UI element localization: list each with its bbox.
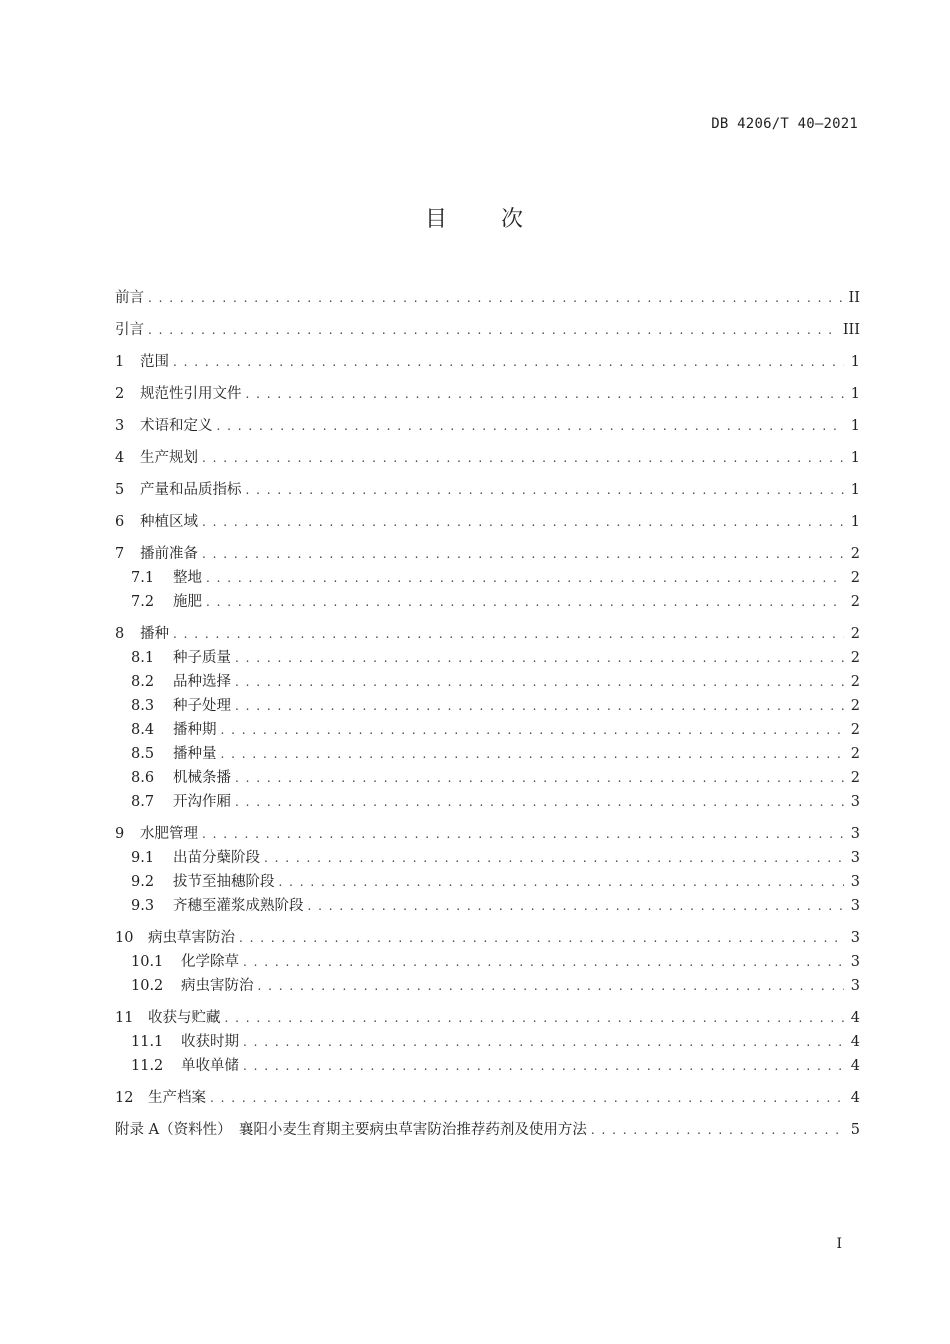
toc-entry-number: 6: [115, 514, 125, 530]
toc-entry[interactable]: [115, 382, 860, 406]
toc-entry[interactable]: [115, 286, 860, 310]
toc-entry-number: 10: [115, 930, 134, 946]
toc-entry-page: 4: [850, 1010, 860, 1026]
toc-entry[interactable]: [115, 766, 860, 790]
toc-entry-number: 8.2: [131, 674, 155, 690]
toc-entry-label: 病虫草害防治: [148, 930, 235, 946]
page-title: [0, 202, 950, 233]
toc-entry-number: 9.1: [131, 850, 155, 866]
toc-entry-page: 1: [850, 514, 860, 530]
toc-entry-page: 3: [850, 850, 860, 866]
document-code: DB 4206/T 40—2021: [711, 116, 858, 132]
toc-entry-number: 12: [115, 1090, 134, 1106]
toc-dot-leader: [239, 931, 844, 945]
toc-entry-label: 施肥: [173, 594, 202, 610]
toc-entry-label: 种子质量: [173, 650, 231, 666]
toc-entry-page: 5: [850, 1122, 860, 1138]
toc-entry-number: 8.6: [131, 770, 155, 786]
toc-dot-leader: [591, 1123, 844, 1137]
toc-dot-leader: [235, 651, 844, 665]
toc-entry-page: III: [842, 322, 860, 338]
toc-entry[interactable]: [115, 566, 860, 590]
toc-entry[interactable]: [115, 926, 860, 950]
toc-entry-number: 9: [115, 826, 125, 842]
toc-entry[interactable]: [115, 894, 860, 918]
toc-entry[interactable]: [115, 590, 860, 614]
toc-entry-page: 2: [850, 770, 860, 786]
toc-entry-page: 3: [850, 898, 860, 914]
toc-entry[interactable]: [115, 694, 860, 718]
toc-entry-number: 1: [115, 354, 125, 370]
toc-entry[interactable]: [115, 622, 860, 646]
toc-entry-label: 病虫害防治: [181, 978, 254, 994]
toc-dot-leader: [221, 747, 845, 761]
toc-entry-page: 1: [850, 418, 860, 434]
toc-dot-leader: [243, 1035, 844, 1049]
toc-entry-page: 2: [850, 746, 860, 762]
toc-entry-page: 3: [850, 826, 860, 842]
toc-entry[interactable]: [115, 350, 860, 374]
toc-dot-leader: [206, 595, 844, 609]
toc-entry-number: 9.2: [131, 874, 155, 890]
toc-entry-number: 2: [115, 386, 125, 402]
toc-entry-page: 3: [850, 794, 860, 810]
toc-entry-label: 化学除草: [181, 954, 239, 970]
toc-entry-label: 播种量: [173, 746, 217, 762]
toc-dot-leader: [246, 483, 845, 497]
toc-entry-page: 3: [850, 874, 860, 890]
toc-entry-label: 规范性引用文件: [140, 386, 242, 402]
toc-entry-number: 7.1: [131, 570, 155, 586]
toc-entry-page: 1: [850, 482, 860, 498]
toc-entry-number: 8.3: [131, 698, 155, 714]
toc-entry[interactable]: [115, 670, 860, 694]
toc-dot-leader: [279, 875, 845, 889]
toc-entry-page: 4: [850, 1034, 860, 1050]
toc-dot-leader: [148, 291, 843, 305]
toc-entry-page: 2: [850, 546, 860, 562]
toc-dot-leader: [225, 1011, 845, 1025]
toc-entry-label: 齐穗至灌浆成熟阶段: [173, 898, 304, 914]
footer-page-number: I: [836, 1236, 842, 1252]
toc-entry-page: II: [848, 290, 860, 306]
toc-dot-leader: [264, 851, 844, 865]
toc-entry-label: 生产档案: [148, 1090, 206, 1106]
toc-entry-label: 收获时期: [181, 1034, 239, 1050]
toc-dot-leader: [243, 1059, 844, 1073]
toc-dot-leader: [243, 955, 844, 969]
toc-entry-page: 2: [850, 594, 860, 610]
toc-entry-number: 3: [115, 418, 125, 434]
toc-entry[interactable]: [115, 646, 860, 670]
toc-dot-leader: [235, 795, 844, 809]
toc-dot-leader: [235, 675, 844, 689]
toc-entry-label: 前言: [115, 290, 144, 306]
toc-entry-number: 11.1: [131, 1034, 164, 1050]
toc-entry-page: 2: [850, 570, 860, 586]
toc-dot-leader: [202, 515, 844, 529]
toc-entry-number: 8.5: [131, 746, 155, 762]
toc-entry-label: 种子处理: [173, 698, 231, 714]
toc-entry-label: 种植区域: [140, 514, 198, 530]
toc-entry-page: 1: [850, 386, 860, 402]
toc-entry-label: 水肥管理: [140, 826, 198, 842]
toc-entry-label: 播前准备: [140, 546, 198, 562]
toc-entry[interactable]: [115, 1054, 860, 1078]
toc-dot-leader: [221, 723, 845, 737]
toc-dot-leader: [148, 323, 837, 337]
toc-entry-label: 品种选择: [173, 674, 231, 690]
toc-entry-page: 4: [850, 1090, 860, 1106]
toc-dot-leader: [202, 827, 844, 841]
toc-entry-number: 7.2: [131, 594, 155, 610]
toc-entry-number: 4: [115, 450, 125, 466]
toc-entry-page: 3: [850, 978, 860, 994]
toc-dot-leader: [235, 771, 844, 785]
toc-dot-leader: [173, 355, 844, 369]
toc-entry-label: 范围: [140, 354, 169, 370]
toc-dot-leader: [210, 1091, 844, 1105]
toc-entry-number: 11.2: [131, 1058, 164, 1074]
toc-entry-label: 开沟作厢: [173, 794, 231, 810]
toc-entry-page: 1: [850, 450, 860, 466]
toc-entry[interactable]: [115, 718, 860, 742]
toc-entry[interactable]: [115, 846, 860, 870]
toc-entry[interactable]: [115, 974, 860, 998]
toc-entry[interactable]: [115, 478, 860, 502]
toc-entry[interactable]: [115, 1030, 860, 1054]
toc-entry[interactable]: [115, 414, 860, 438]
toc-entry[interactable]: [115, 446, 860, 470]
toc-entry-page: 3: [850, 930, 860, 946]
toc-entry-label: 拔节至抽穗阶段: [173, 874, 275, 890]
toc-entry-label: 整地: [173, 570, 202, 586]
toc-entry-label: 播种期: [173, 722, 217, 738]
toc-entry[interactable]: [115, 790, 860, 814]
toc-entry-number: 8.7: [131, 794, 155, 810]
toc-entry-label: 播种: [140, 626, 169, 642]
toc-dot-leader: [202, 451, 844, 465]
toc-entry-label: 收获与贮藏: [148, 1010, 221, 1026]
toc-entry-page: 2: [850, 650, 860, 666]
toc-dot-leader: [258, 979, 845, 993]
toc-entry-label: 机械条播: [173, 770, 231, 786]
toc-entry-page: 2: [850, 722, 860, 738]
toc-entry-number: 8.4: [131, 722, 155, 738]
toc-dot-leader: [308, 899, 845, 913]
toc-entry-page: 2: [850, 698, 860, 714]
table-of-contents: [115, 286, 860, 1142]
toc-entry-label: 出苗分蘖阶段: [173, 850, 260, 866]
toc-entry-label: 附录 A（资料性） 襄阳小麦生育期主要病虫草害防治推荐药剂及使用方法: [115, 1122, 587, 1138]
toc-entry-label: 单收单储: [181, 1058, 239, 1074]
toc-entry[interactable]: [115, 1086, 860, 1110]
toc-entry-page: 2: [850, 626, 860, 642]
toc-dot-leader: [173, 627, 844, 641]
toc-entry-page: 4: [850, 1058, 860, 1074]
toc-entry-number: 10.1: [131, 954, 164, 970]
toc-dot-leader: [217, 419, 845, 433]
toc-entry-number: 5: [115, 482, 125, 498]
toc-entry-label: 产量和品质指标: [140, 482, 242, 498]
toc-entry-page: 2: [850, 674, 860, 690]
toc-entry-label: 引言: [115, 322, 144, 338]
toc-entry-number: 9.3: [131, 898, 155, 914]
title-char-2: 次: [501, 207, 526, 232]
toc-dot-leader: [202, 547, 844, 561]
toc-entry[interactable]: [115, 950, 860, 974]
toc-dot-leader: [206, 571, 844, 585]
toc-entry-number: 10.2: [131, 978, 164, 994]
toc-entry-label: 术语和定义: [140, 418, 213, 434]
toc-entry-label: 生产规划: [140, 450, 198, 466]
title-char-1: 目: [424, 207, 449, 232]
toc-entry[interactable]: [115, 742, 860, 766]
toc-dot-leader: [246, 387, 845, 401]
toc-entry-number: 11: [115, 1010, 134, 1026]
toc-entry[interactable]: [115, 870, 860, 894]
toc-entry-page: 1: [850, 354, 860, 370]
toc-entry[interactable]: [115, 510, 860, 534]
toc-entry-number: 8: [115, 626, 125, 642]
toc-entry[interactable]: [115, 542, 860, 566]
toc-entry-number: 7: [115, 546, 125, 562]
toc-entry[interactable]: [115, 318, 860, 342]
toc-entry[interactable]: [115, 1006, 860, 1030]
toc-entry[interactable]: [115, 1118, 860, 1142]
toc-entry-page: 3: [850, 954, 860, 970]
toc-entry-number: 8.1: [131, 650, 155, 666]
toc-dot-leader: [235, 699, 844, 713]
toc-entry[interactable]: [115, 822, 860, 846]
